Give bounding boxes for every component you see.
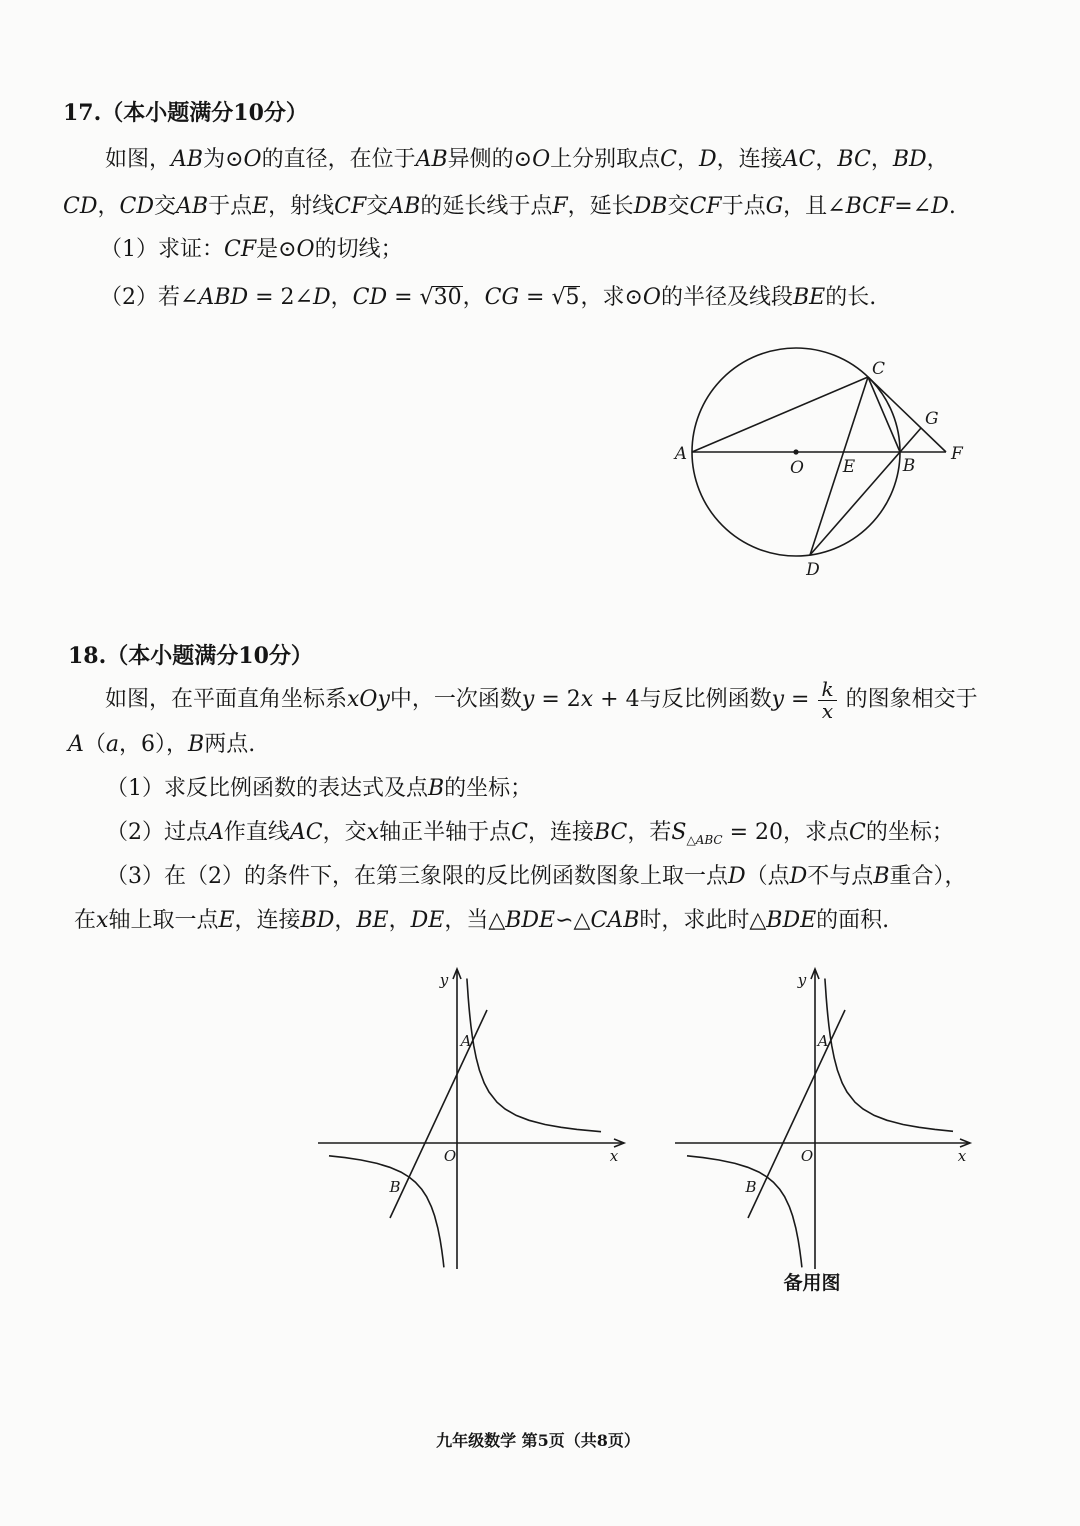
- math-variable: CAB: [590, 908, 640, 933]
- text-run: 交: [366, 194, 389, 219]
- line-d-to-g: [810, 428, 921, 555]
- math-variable: x: [366, 820, 380, 845]
- fraction-denominator: x: [821, 698, 834, 723]
- sqrt-radicand: 30: [433, 285, 462, 310]
- q17-part-2: [100, 283, 876, 313]
- text-run: = √: [519, 285, 566, 310]
- math-variable: AB: [171, 147, 204, 172]
- q17-statement-line-2: [63, 192, 956, 222]
- text-run: ，: [926, 147, 949, 172]
- math-variable: BC: [593, 820, 628, 845]
- text-run: ，延长: [567, 194, 634, 219]
- math-variable: BDE: [505, 908, 556, 933]
- math-variable: CF: [224, 237, 257, 262]
- math-variable: D: [728, 864, 746, 889]
- q18-part-3-continued: [74, 906, 889, 936]
- math-variable: S: [671, 820, 687, 845]
- label-c: C: [872, 359, 886, 379]
- text-run: 如图，在平面直角坐标系: [105, 687, 348, 712]
- q18-statement-line-2: [68, 730, 255, 760]
- hyperbola-branch-third-quadrant: [687, 1156, 802, 1268]
- text-run: ，: [388, 908, 411, 933]
- fraction: [818, 676, 836, 723]
- math-variable: a: [105, 732, 120, 757]
- point-a-label: A: [460, 1032, 472, 1050]
- q18-graph-main: [300, 955, 640, 1285]
- text-run: ，当△: [444, 908, 506, 933]
- math-variable: AB: [176, 194, 209, 219]
- point-a-label: A: [817, 1032, 829, 1050]
- text-run: ，: [676, 147, 699, 172]
- x-axis-label: x: [957, 1147, 967, 1165]
- chord-cd: [810, 377, 868, 555]
- text-run: 轴正半轴于点: [379, 820, 512, 845]
- label-d: D: [806, 560, 820, 580]
- text-run: 的长.: [825, 285, 877, 310]
- text-run: 的面积.: [816, 908, 890, 933]
- text-run: （: [83, 732, 106, 757]
- origin-label: O: [800, 1147, 814, 1165]
- math-variable: x: [96, 908, 109, 933]
- text-run: 上分别取点: [550, 147, 661, 172]
- text-run: （2）若∠: [100, 285, 199, 310]
- q18-header: 18.（本小题满分10分）: [68, 643, 313, 669]
- text-run: 时，求此时△: [639, 908, 767, 933]
- math-variable: DE: [410, 908, 445, 933]
- text-run: 异侧的⊙: [447, 147, 533, 172]
- text-run: ，连接: [234, 908, 301, 933]
- math-variable: ABD: [198, 285, 249, 310]
- math-variable: O: [532, 147, 551, 172]
- text-run: （1）求证：: [100, 237, 224, 262]
- text-run: （点: [745, 864, 790, 889]
- text-run: .: [948, 194, 956, 219]
- text-run: 于点: [721, 194, 766, 219]
- text-run: 于点: [208, 194, 253, 219]
- linear-function-line: [390, 1010, 487, 1218]
- math-variable: CD: [63, 194, 98, 219]
- text-run: ，射线: [268, 194, 335, 219]
- math-variable: xOy: [347, 687, 390, 712]
- math-variable: A: [68, 732, 84, 757]
- text-run: ，: [462, 285, 485, 310]
- text-run: ，: [330, 285, 353, 310]
- text-run: ，连接: [716, 147, 783, 172]
- math-variable: BE: [792, 285, 826, 310]
- math-variable: CG: [484, 285, 520, 310]
- hyperbola-branch-first-quadrant: [467, 979, 601, 1132]
- text-run: 两点.: [204, 732, 256, 757]
- text-run: 为⊙: [203, 147, 244, 172]
- text-run: 在: [74, 908, 97, 933]
- math-variable: F: [552, 194, 568, 219]
- text-run: （3）在（2）的条件下，在第三象限的反比例函数图象上取一点: [106, 864, 728, 889]
- subscript: △ABC: [686, 833, 723, 847]
- label-b: B: [902, 456, 916, 476]
- text-run: 中，一次函数: [389, 687, 522, 712]
- text-run: ，: [97, 194, 120, 219]
- text-run: 作直线: [223, 820, 290, 845]
- chord-ac: [692, 377, 868, 452]
- math-variable: B: [188, 732, 205, 757]
- hyperbola-branch-first-quadrant: [825, 979, 953, 1132]
- text-run: 的半径及线段: [660, 285, 793, 310]
- text-run: 的坐标；: [444, 776, 533, 801]
- text-run: + 4与反比例函数: [593, 687, 772, 712]
- label-o: O: [790, 458, 804, 478]
- math-variable: y: [771, 687, 785, 712]
- math-variable: BC: [837, 147, 871, 172]
- math-variable: CD: [119, 194, 154, 219]
- text-run: 的坐标；: [865, 820, 954, 845]
- math-variable: D: [313, 285, 331, 310]
- math-variable: DB: [633, 194, 668, 219]
- label-f: F: [951, 444, 963, 464]
- origin-label: O: [443, 1147, 457, 1165]
- text-run: 交: [153, 194, 176, 219]
- math-variable: A: [208, 820, 224, 845]
- math-variable: x: [580, 687, 594, 712]
- math-variable: BE: [356, 908, 389, 933]
- text-run: 不与点: [807, 864, 874, 889]
- math-variable: O: [243, 147, 262, 172]
- math-variable: D: [789, 864, 808, 889]
- math-variable: C: [849, 820, 866, 845]
- hyperbola-branch-third-quadrant: [329, 1156, 444, 1268]
- backup-graph-caption: 备用图: [783, 1272, 841, 1294]
- math-variable: B: [428, 776, 445, 801]
- label-e: E: [842, 457, 856, 477]
- text-run: 的切线；: [314, 237, 403, 262]
- q17-statement-line-1: [105, 145, 949, 175]
- y-axis-label: y: [797, 971, 807, 989]
- math-variable: CF: [689, 194, 722, 219]
- text-run: ，交: [322, 820, 367, 845]
- text-run: 是⊙: [256, 237, 297, 262]
- text-run: 的直径，在位于: [261, 147, 416, 172]
- math-variable: O: [296, 237, 315, 262]
- text-run: = 20，求点: [722, 820, 850, 845]
- math-variable: B: [873, 864, 890, 889]
- text-run: 如图，: [105, 147, 172, 172]
- text-run: ，: [334, 908, 357, 933]
- q18-statement-line-1: [105, 676, 978, 723]
- math-variable: AB: [415, 147, 448, 172]
- center-point-o: [793, 449, 798, 454]
- math-variable: BDE: [766, 908, 817, 933]
- text-run: = 2∠: [248, 285, 313, 310]
- x-axis-label: x: [609, 1147, 619, 1165]
- text-run: （2）过点: [106, 820, 208, 845]
- math-variable: BD: [300, 908, 335, 933]
- text-run: 重合），: [889, 864, 967, 889]
- linear-function-line: [748, 1010, 845, 1218]
- math-variable: AB: [388, 194, 421, 219]
- math-variable: BCF: [845, 194, 895, 219]
- label-a: A: [674, 444, 687, 464]
- text-run: =∠: [894, 194, 932, 219]
- q18-part-3: [106, 862, 967, 892]
- text-run: =: [784, 687, 817, 712]
- math-variable: AC: [289, 820, 323, 845]
- q17-header: 17.（本小题满分10分）: [63, 100, 308, 126]
- text-run: 轴上取一点: [108, 908, 219, 933]
- label-g: G: [925, 409, 939, 429]
- chord-bc: [868, 377, 900, 452]
- math-variable: AC: [782, 147, 816, 172]
- text-run: （1）求反比例函数的表达式及点: [106, 776, 428, 801]
- math-variable: C: [660, 147, 677, 172]
- math-variable: CF: [334, 194, 367, 219]
- math-variable: O: [642, 285, 661, 310]
- fraction-numerator: k: [818, 679, 836, 701]
- q17-part-1: [100, 235, 403, 265]
- page-footer: 九年级数学 第5页（共8页）: [436, 1431, 640, 1450]
- q17-circle-figure: [660, 330, 970, 590]
- text-run: = 2: [534, 687, 581, 712]
- q18-graph-backup: [658, 955, 998, 1285]
- text-run: ，且∠: [783, 194, 846, 219]
- text-run: ，6），: [119, 732, 189, 757]
- q18-part-2: [106, 818, 954, 848]
- text-run: 的图象相交于: [838, 687, 978, 712]
- math-variable: C: [511, 820, 528, 845]
- math-variable: E: [252, 194, 269, 219]
- text-run: ∽△: [555, 908, 591, 933]
- q18-part-1: [106, 774, 532, 804]
- text-run: ，求⊙: [580, 285, 643, 310]
- math-variable: D: [931, 194, 949, 219]
- text-run: 交: [667, 194, 690, 219]
- math-variable: E: [218, 908, 235, 933]
- sqrt-radicand: 5: [565, 285, 580, 310]
- text-run: 的延长线于点: [420, 194, 553, 219]
- text-run: ，若: [627, 820, 672, 845]
- text-run: = √: [387, 285, 434, 310]
- math-variable: BD: [892, 147, 927, 172]
- text-run: ，连接: [527, 820, 594, 845]
- point-b-label: B: [389, 1178, 401, 1196]
- text-run: ，: [870, 147, 893, 172]
- math-variable: D: [699, 147, 717, 172]
- point-b-label: B: [745, 1178, 757, 1196]
- math-variable: CD: [352, 285, 388, 310]
- y-axis-label: y: [439, 971, 449, 989]
- text-run: ，: [815, 147, 838, 172]
- math-variable: G: [765, 194, 784, 219]
- math-variable: y: [521, 687, 535, 712]
